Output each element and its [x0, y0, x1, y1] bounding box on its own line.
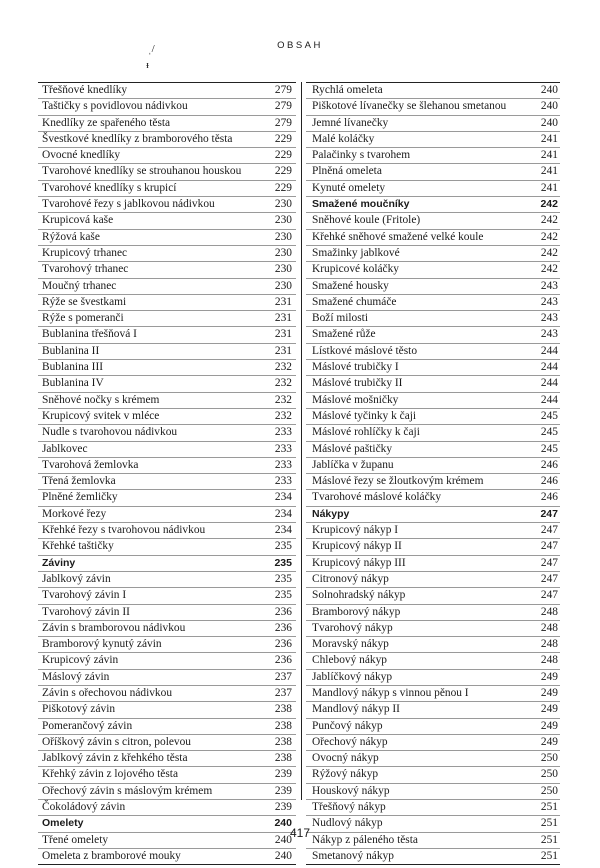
- toc-entry-page: 237: [274, 670, 292, 683]
- toc-entry-page: 234: [274, 524, 292, 537]
- toc-entry: [306, 245, 560, 261]
- toc-entry-page: 231: [274, 312, 292, 325]
- toc-entry-page: 239: [274, 768, 292, 781]
- toc-entry-page: 241: [540, 149, 558, 162]
- toc-entry: [306, 750, 560, 766]
- toc-entry-page: 242: [540, 230, 558, 243]
- toc-entry: [38, 506, 296, 522]
- toc-entry: [306, 489, 560, 505]
- toc-entry: [306, 734, 560, 750]
- toc-entry: [38, 196, 296, 212]
- toc-entry-page: 236: [274, 621, 292, 634]
- toc-entry-title: Bublanina IV: [42, 377, 104, 390]
- toc-entry-title: Máslový závin: [42, 670, 110, 683]
- toc-entry-page: 247: [540, 572, 558, 585]
- toc-entry-title: Krupicová kaše: [42, 214, 114, 227]
- toc-entry-title: Jablkovec: [42, 442, 88, 455]
- toc-entry-title: Moučný trhanec: [42, 279, 117, 292]
- toc-entry-page: 248: [540, 621, 558, 634]
- toc-entry-title: Závin s ořechovou nádivkou: [42, 686, 173, 699]
- toc-entry-page: 230: [274, 246, 292, 259]
- toc-entry-page: 240: [274, 817, 292, 830]
- toc-entry: [306, 294, 560, 310]
- toc-entry-page: 231: [274, 295, 292, 308]
- toc-entry: [306, 636, 560, 652]
- toc-entry-page: 242: [540, 214, 558, 227]
- toc-entry: [38, 83, 296, 98]
- toc-entry-page: 239: [274, 801, 292, 814]
- toc-entry: [38, 538, 296, 554]
- toc-entry-page: 279: [274, 116, 292, 129]
- toc-entry-page: 235: [274, 540, 292, 553]
- toc-entry-page: 245: [540, 409, 558, 422]
- toc-entry-title: Tvarohové knedlíky se strouhanou houskou: [42, 165, 242, 178]
- toc-entry: [38, 734, 296, 750]
- toc-entry-title: Krupicový závin: [42, 654, 119, 667]
- toc-entry-title: Mandlový nákyp s vinnou pěnou I: [312, 686, 469, 699]
- toc-entry: [38, 131, 296, 147]
- toc-entry-title: Tvarohové máslové koláčky: [312, 491, 442, 504]
- toc-entry: [38, 98, 296, 114]
- toc-entry-page: 234: [274, 491, 292, 504]
- toc-entry-title: Jablkový závin: [42, 572, 111, 585]
- toc-entry: [38, 604, 296, 620]
- toc-entry: [38, 783, 296, 799]
- toc-section-heading: [306, 196, 560, 212]
- toc-entry-title: Jemné lívanečky: [312, 116, 389, 129]
- toc-entry-title: Třešňové knedlíky: [42, 84, 128, 96]
- pencil-mark: ˌ/: [148, 43, 155, 55]
- toc-entry: [38, 424, 296, 440]
- toc-entry-title: Solnohradský nákyp: [312, 589, 406, 602]
- toc-entry-page: 243: [540, 312, 558, 325]
- toc-entry: [306, 620, 560, 636]
- toc-entry: [306, 408, 560, 424]
- toc-entry-title: Máslové řezy se žloutkovým krémem: [312, 475, 484, 488]
- toc-entry: [306, 473, 560, 489]
- toc-entry-title: Moravský nákyp: [312, 638, 389, 651]
- toc-entry: [38, 701, 296, 717]
- toc-entry-page: 238: [274, 719, 292, 732]
- toc-entry: [306, 457, 560, 473]
- pencil-mark-2: ᵻ: [146, 59, 150, 71]
- toc-entry-title: Jablkový závin z křehkého těsta: [42, 752, 188, 765]
- toc-entry-title: Kynuté omelety: [312, 181, 386, 194]
- toc-entry-title: Tvarohová žemlovka: [42, 458, 139, 471]
- toc-entry-title: Sněhové koule (Fritole): [312, 214, 421, 227]
- toc-entry-page: 238: [274, 735, 292, 748]
- toc-entry: [38, 115, 296, 131]
- toc-entry-title: Tvarohový závin I: [42, 589, 127, 602]
- toc-entry: [306, 83, 560, 98]
- toc-entry: [38, 750, 296, 766]
- toc-entry-page: 243: [540, 295, 558, 308]
- toc-entry-page: 249: [540, 703, 558, 716]
- toc-entry: [38, 245, 296, 261]
- toc-entry-page: 246: [540, 491, 558, 504]
- toc-entry-title: Jablíčka v županu: [312, 458, 394, 471]
- toc-entry-page: 238: [274, 752, 292, 765]
- toc-entry-page: 229: [274, 165, 292, 178]
- toc-entry-title: Pomerančový závin: [42, 719, 133, 732]
- toc-entry-title: Krupicový trhanec: [42, 246, 128, 259]
- toc-entry-title: Švestkové knedlíky z bramborového těsta: [42, 132, 233, 145]
- toc-entry-page: 240: [540, 84, 558, 96]
- toc-entry: [38, 799, 296, 815]
- toc-entry-page: 236: [274, 654, 292, 667]
- toc-section-heading: [306, 506, 560, 522]
- toc-entry-page: 231: [274, 344, 292, 357]
- toc-entry: [306, 131, 560, 147]
- toc-entry: [306, 359, 560, 375]
- toc-entry-title: Bublanina III: [42, 361, 104, 374]
- toc-entry-page: 279: [274, 84, 292, 96]
- toc-entry: [306, 278, 560, 294]
- toc-entry-page: 247: [540, 524, 558, 537]
- toc-entry-title: Křehké řezy s tvarohovou nádivkou: [42, 524, 206, 537]
- toc-entry: [38, 652, 296, 668]
- toc-entry-title: Čokoládový závin: [42, 801, 126, 814]
- toc-entry-title: Piškotové lívanečky se šlehanou smetanou: [312, 100, 507, 113]
- toc-entry: [38, 359, 296, 375]
- toc-entry-page: 230: [274, 214, 292, 227]
- toc-entry-page: 230: [274, 279, 292, 292]
- toc-entry: [38, 441, 296, 457]
- toc-entry-page: 234: [274, 507, 292, 520]
- toc-entry-title: Tvarohový nákyp: [312, 621, 393, 634]
- toc-entry: [306, 147, 560, 163]
- toc-entry-title: Piškotový závin: [42, 703, 116, 716]
- toc-entry-title: Křehký závin z lojového těsta: [42, 768, 179, 781]
- toc-entry-page: 245: [540, 442, 558, 455]
- toc-entry: [306, 326, 560, 342]
- toc-entry: [306, 587, 560, 603]
- toc-entry: [306, 424, 560, 440]
- toc-entry-title: Tvarohový závin II: [42, 605, 130, 618]
- toc-entry-title: Smetanový nákyp: [312, 849, 394, 862]
- toc-entry: [306, 229, 560, 245]
- toc-entry-title: Smažené růže: [312, 328, 376, 341]
- toc-entry-title: Záviny: [42, 556, 76, 569]
- toc-entry-page: 237: [274, 686, 292, 699]
- toc-entry-page: 230: [274, 230, 292, 243]
- toc-entry-page: 244: [540, 344, 558, 357]
- column-divider: [301, 82, 302, 800]
- toc-entry-page: 229: [274, 181, 292, 194]
- toc-entry: [38, 310, 296, 326]
- toc-entry: [306, 115, 560, 131]
- toc-entry: [306, 538, 560, 554]
- toc-entry-title: Plněné žemličky: [42, 491, 118, 504]
- toc-entry: [306, 848, 560, 864]
- toc-entry-title: Křehké sněhové smažené velké koule: [312, 230, 484, 243]
- toc-entry: [38, 180, 296, 196]
- toc-entry-page: 240: [540, 100, 558, 113]
- toc-entry-title: Punčový nákyp: [312, 719, 383, 732]
- toc-left-column: [38, 82, 296, 865]
- toc-entry-page: 229: [274, 132, 292, 145]
- toc-entry: [38, 620, 296, 636]
- toc-entry-title: Máslové rohlíčky k čaji: [312, 426, 420, 439]
- toc-entry-page: 232: [274, 377, 292, 390]
- toc-entry-title: Houskový nákyp: [312, 784, 390, 797]
- toc-entry-title: Třešňový nákyp: [312, 801, 386, 814]
- toc-entry: [306, 701, 560, 717]
- toc-entry: [306, 392, 560, 408]
- toc-entry-title: Ovocný nákyp: [312, 752, 379, 765]
- toc-entry-title: Jablíčkový nákyp: [312, 670, 393, 683]
- toc-entry-title: Morkové řezy: [42, 507, 107, 520]
- toc-entry: [306, 669, 560, 685]
- toc-entry-page: 240: [274, 833, 292, 846]
- toc-entry-page: 242: [540, 263, 558, 276]
- toc-entry: [306, 180, 560, 196]
- toc-entry-title: Tvarohový trhanec: [42, 263, 129, 276]
- toc-right-column: [306, 82, 560, 865]
- toc-entry-page: 247: [540, 589, 558, 602]
- toc-entry-title: Smažinky jablkové: [312, 246, 400, 259]
- toc-entry-title: Máslové paštičky: [312, 442, 393, 455]
- toc-entry-page: 246: [540, 458, 558, 471]
- toc-entry-page: 245: [540, 426, 558, 439]
- toc-entry: [306, 98, 560, 114]
- toc-entry: [306, 441, 560, 457]
- toc-entry-page: 235: [274, 572, 292, 585]
- toc-entry: [306, 571, 560, 587]
- toc-entry-page: 238: [274, 703, 292, 716]
- toc-entry-page: 236: [274, 638, 292, 651]
- toc-entry-page: 247: [540, 540, 558, 553]
- toc-entry-page: 233: [274, 426, 292, 439]
- toc-entry-page: 250: [540, 752, 558, 765]
- toc-entry-title: Máslové tyčinky k čaji: [312, 409, 417, 422]
- toc-entry-title: Ořechový nákyp: [312, 735, 388, 748]
- toc-entry-title: Bramborový kynutý závin: [42, 638, 162, 651]
- toc-entry-title: Oříškový závin s citron, polevou: [42, 735, 192, 748]
- toc-entry-page: 232: [274, 409, 292, 422]
- toc-section-heading: [38, 555, 296, 571]
- toc-entry-page: 251: [540, 801, 558, 814]
- toc-entry-title: Malé koláčky: [312, 132, 375, 145]
- toc-entry: [306, 799, 560, 815]
- toc-entry-title: Třená žemlovka: [42, 475, 116, 488]
- toc-entry-title: Smažené housky: [312, 279, 389, 292]
- toc-entry-page: 235: [274, 556, 292, 569]
- toc-entry-page: 249: [540, 719, 558, 732]
- toc-entry: [306, 783, 560, 799]
- toc-entry: [306, 522, 560, 538]
- toc-entry-page: 232: [274, 361, 292, 374]
- toc-entry-page: 248: [540, 605, 558, 618]
- toc-entry: [38, 261, 296, 277]
- toc-entry-title: Krupicový svitek v mléce: [42, 409, 160, 422]
- toc-entry-page: 242: [540, 198, 558, 211]
- toc-entry: [306, 375, 560, 391]
- toc-entry-title: Plněná omeleta: [312, 165, 382, 178]
- toc-entry: [306, 212, 560, 228]
- toc-entry-page: 250: [540, 768, 558, 781]
- toc-entry-page: 233: [274, 458, 292, 471]
- toc-entry-page: 279: [274, 100, 292, 113]
- toc-entry-title: Palačinky s tvarohem: [312, 149, 411, 162]
- toc-entry: [38, 278, 296, 294]
- toc-entry-title: Knedlíky ze spařeného těsta: [42, 116, 171, 129]
- toc-entry-title: Nákypy: [312, 507, 350, 520]
- toc-entry-page: 241: [540, 132, 558, 145]
- toc-entry-title: Mandlový nákyp II: [312, 703, 400, 716]
- toc-entry-page: 241: [540, 181, 558, 194]
- toc-entry: [306, 310, 560, 326]
- toc-entry: [306, 652, 560, 668]
- toc-entry-title: Bramborový nákyp: [312, 605, 401, 618]
- toc-entry-title: Bublanina II: [42, 344, 100, 357]
- toc-entry-title: Omeleta z bramborové mouky: [42, 849, 181, 862]
- toc-entry-title: Máslové trubičky II: [312, 377, 403, 390]
- toc-entry-title: Nákyp z páleného těsta: [312, 833, 418, 846]
- toc-entry-title: Rýže se švestkami: [42, 295, 127, 308]
- toc-entry: [38, 636, 296, 652]
- toc-entry-title: Nudlový nákyp: [312, 817, 383, 830]
- toc-entry: [38, 685, 296, 701]
- toc-entry-page: 251: [540, 849, 558, 862]
- toc-entry: [38, 457, 296, 473]
- toc-entry-title: Ořechový závin s máslovým krémem: [42, 784, 213, 797]
- toc-entry-page: 246: [540, 475, 558, 488]
- toc-entry-page: 244: [540, 361, 558, 374]
- toc-entry-title: Boží milosti: [312, 312, 369, 325]
- toc-entry-page: 247: [540, 507, 558, 520]
- toc-entry-title: Ovocné knedlíky: [42, 149, 121, 162]
- toc-entry: [38, 766, 296, 782]
- toc-entry-title: Třené omelety: [42, 833, 109, 846]
- toc-entry-title: Máslové trubičky I: [312, 361, 399, 374]
- toc-entry: [38, 212, 296, 228]
- page-number: 417: [289, 826, 311, 840]
- toc-entry-title: Smažené chumáče: [312, 295, 397, 308]
- page-header: OBSAH: [277, 40, 323, 51]
- toc-entry-title: Rychlá omeleta: [312, 84, 383, 96]
- toc-entry: [38, 522, 296, 538]
- toc-entry-page: 249: [540, 735, 558, 748]
- toc-entry-title: Závin s bramborovou nádivkou: [42, 621, 186, 634]
- toc-entry-title: Rýže s pomeranči: [42, 312, 124, 325]
- toc-entry: [38, 294, 296, 310]
- toc-entry: [38, 343, 296, 359]
- toc-entry-page: 249: [540, 686, 558, 699]
- toc-entry-page: 242: [540, 246, 558, 259]
- toc-entry-title: Tvarohové knedlíky s krupicí: [42, 181, 177, 194]
- toc-entry-page: 235: [274, 589, 292, 602]
- toc-entry-title: Křehké taštičky: [42, 540, 114, 553]
- toc-entry-title: Krupicový nákyp I: [312, 524, 399, 537]
- toc-entry-title: Citronový nákyp: [312, 572, 389, 585]
- toc-entry: [306, 261, 560, 277]
- toc-entry-title: Máslové mošničky: [312, 393, 399, 406]
- toc-entry-page: 230: [274, 198, 292, 211]
- toc-entry-title: Omelety: [42, 817, 84, 830]
- toc-entry: [38, 587, 296, 603]
- toc-entry-page: 248: [540, 638, 558, 651]
- toc-entry-page: 240: [540, 116, 558, 129]
- toc-entry: [38, 326, 296, 342]
- toc-entry-title: Tvarohové řezy s jablkovou nádivkou: [42, 198, 215, 211]
- toc-entry-title: Taštičky s povidlovou nádivkou: [42, 100, 188, 113]
- toc-entry: [38, 375, 296, 391]
- toc-entry: [38, 392, 296, 408]
- toc-entry-page: 239: [274, 784, 292, 797]
- toc-entry-page: 230: [274, 263, 292, 276]
- toc-entry-page: 232: [274, 393, 292, 406]
- toc-entry-page: 250: [540, 784, 558, 797]
- toc-entry-title: Nudle s tvarohovou nádivkou: [42, 426, 178, 439]
- toc-entry-page: 241: [540, 165, 558, 178]
- toc-entry: [38, 848, 296, 864]
- toc-entry-title: Krupicový nákyp II: [312, 540, 402, 553]
- toc-entry: [38, 489, 296, 505]
- toc-entry-page: 233: [274, 475, 292, 488]
- toc-entry-page: 243: [540, 279, 558, 292]
- toc-entry-title: Rýžový nákyp: [312, 768, 379, 781]
- toc-entry: [306, 343, 560, 359]
- toc-entry-title: Lístkové máslové těsto: [312, 344, 418, 357]
- toc-entry-page: 240: [274, 849, 292, 862]
- toc-entry-page: 233: [274, 442, 292, 455]
- toc-entry-title: Smažené moučníky: [312, 198, 410, 211]
- toc-entry: [38, 408, 296, 424]
- toc-entry-page: 243: [540, 328, 558, 341]
- toc-entry: [38, 669, 296, 685]
- toc-entry-title: Rýžová kaše: [42, 230, 100, 243]
- toc-entry: [38, 718, 296, 734]
- toc-entry-page: 244: [540, 377, 558, 390]
- toc-entry: [306, 555, 560, 571]
- toc-entry: [306, 604, 560, 620]
- toc-entry-page: 251: [540, 833, 558, 846]
- toc-entry-page: 236: [274, 605, 292, 618]
- toc-entry: [306, 163, 560, 179]
- toc-entry-page: 247: [540, 556, 558, 569]
- toc-entry: [38, 229, 296, 245]
- toc-entry: [38, 147, 296, 163]
- toc-entry: [38, 571, 296, 587]
- toc-entry-title: Krupicové koláčky: [312, 263, 399, 276]
- toc-entry-page: 229: [274, 149, 292, 162]
- toc-entry-page: 251: [540, 817, 558, 830]
- toc-entry: [38, 163, 296, 179]
- toc-entry-page: 248: [540, 654, 558, 667]
- toc-entry-page: 249: [540, 670, 558, 683]
- toc-entry-page: 244: [540, 393, 558, 406]
- toc-entry-page: 231: [274, 328, 292, 341]
- toc-entry: [38, 473, 296, 489]
- toc-entry: [306, 718, 560, 734]
- toc-entry: [306, 685, 560, 701]
- toc-entry-title: Bublanina třešňová I: [42, 328, 137, 341]
- toc-entry-title: Chlebový nákyp: [312, 654, 387, 667]
- toc-entry-title: Krupicový nákyp III: [312, 556, 406, 569]
- toc-entry: [306, 766, 560, 782]
- toc-entry-title: Sněhové nočky s krémem: [42, 393, 160, 406]
